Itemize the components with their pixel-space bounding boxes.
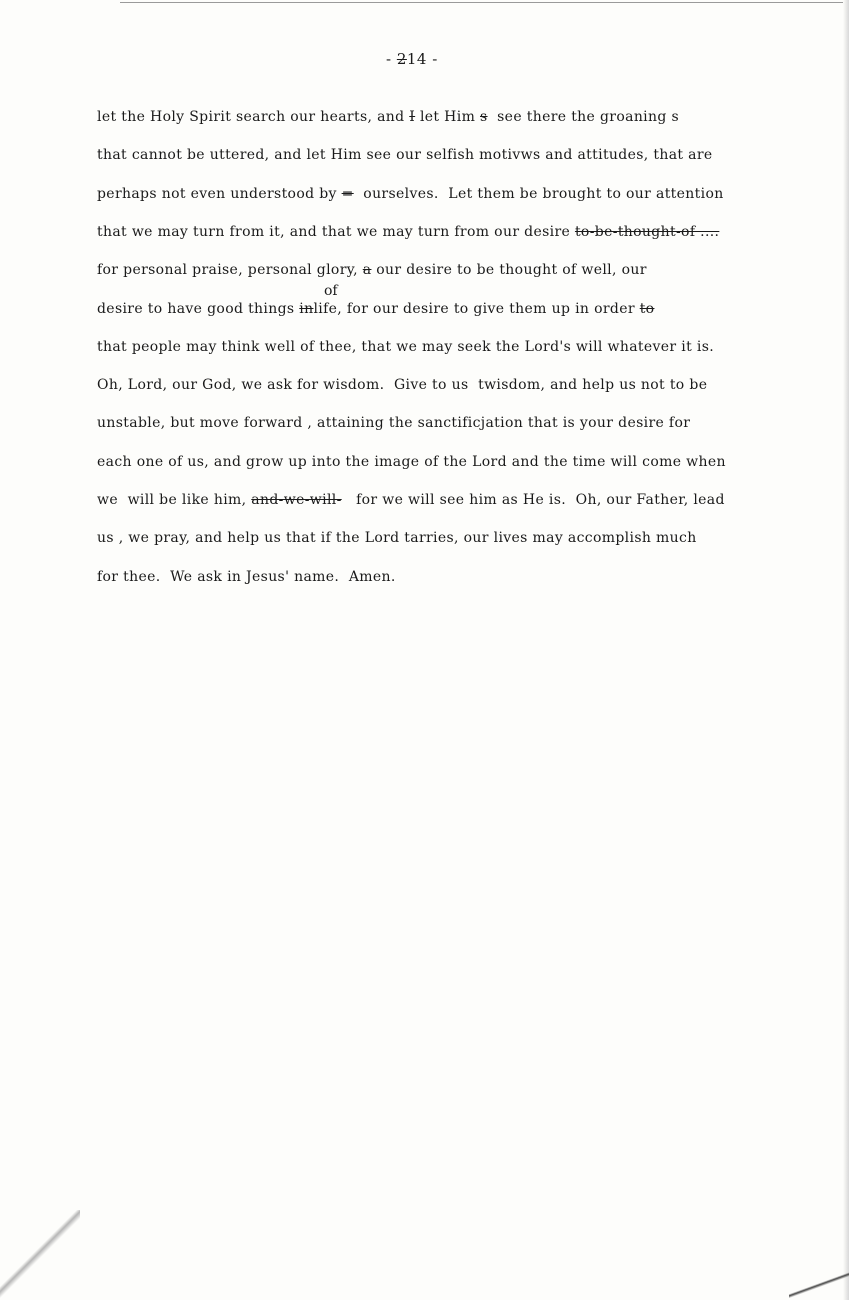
- struck-text: I: [409, 109, 416, 125]
- text-line: [97, 185, 724, 203]
- text-segment: unstable, but move forward , attaining the sanctificjation that is your desire for: [97, 415, 691, 432]
- text-segment: let Him: [415, 109, 480, 125]
- text-line: [97, 223, 719, 241]
- text-segment: for thee. We ask in Jesus' name. Amen.: [97, 568, 396, 585]
- text-line: [97, 568, 396, 586]
- text-line: [97, 491, 725, 509]
- scan-edge-right: [843, 0, 849, 1300]
- text-segment: let the Holy Spirit search our hearts, and: [97, 109, 410, 125]
- text-line: [97, 529, 697, 547]
- text-segment: us , we pray, and help us that if the Lord tarries, our lives may accomplish much: [97, 530, 697, 547]
- text-segment: 14 -: [406, 50, 438, 68]
- struck-text: to-be-thought-of ....: [574, 223, 720, 240]
- text-segment: ourselves. Let them be brought to our attention: [353, 185, 724, 202]
- text-segment: for we will see him as He is. Oh, our Father, lead: [341, 492, 725, 508]
- text-segment: Oh, Lord, our God, we ask for wisdom. Give to us twisdom, and help us not to be: [97, 377, 708, 394]
- text-segment: we will be like him,: [97, 492, 252, 508]
- text-segment: our desire to be thought of well, our: [371, 262, 647, 279]
- struck-text: and-we-will-: [251, 492, 342, 508]
- text-line: [97, 338, 714, 356]
- text-line: [97, 376, 707, 394]
- handwritten-insertion: of: [324, 283, 338, 299]
- text-segment: life, for our desire to give them up in order: [313, 300, 640, 317]
- struck-text: s: [480, 109, 488, 125]
- struck-text: =: [341, 185, 354, 202]
- text-segment: desire to have good things: [97, 300, 300, 317]
- scan-edge-top: [120, 2, 849, 3]
- text-segment: perhaps not even understood by: [97, 185, 342, 202]
- text-line: [97, 300, 654, 318]
- text-line: [97, 453, 726, 471]
- text-segment: for personal praise, personal glory,: [97, 262, 363, 279]
- text-segment: see there the groaning s: [487, 109, 680, 125]
- struck-text: 2: [396, 50, 407, 68]
- text-line: [97, 146, 713, 164]
- text-segment: -: [386, 50, 397, 68]
- text-line: [97, 414, 690, 432]
- struck-text: to: [639, 300, 655, 317]
- scan-corner-mark: [789, 1260, 849, 1300]
- text-segment: each one of us, and grow up into the image of the Lord and the time will come when: [97, 453, 726, 470]
- struck-text: a: [362, 262, 372, 279]
- page-number: [386, 50, 438, 68]
- text-segment: that cannot be uttered, and let Him see our selfish motivws and attitudes, that are: [97, 147, 713, 164]
- text-line: [97, 261, 647, 279]
- text-line: [97, 108, 679, 126]
- struck-text: in: [299, 300, 314, 317]
- text-segment: that we may turn from it, and that we may turn from our desire: [97, 223, 575, 240]
- text-segment: that people may think well of thee, that we may seek the Lord's will whatever it is.: [97, 338, 715, 355]
- scan-corner-mark: [0, 1210, 80, 1300]
